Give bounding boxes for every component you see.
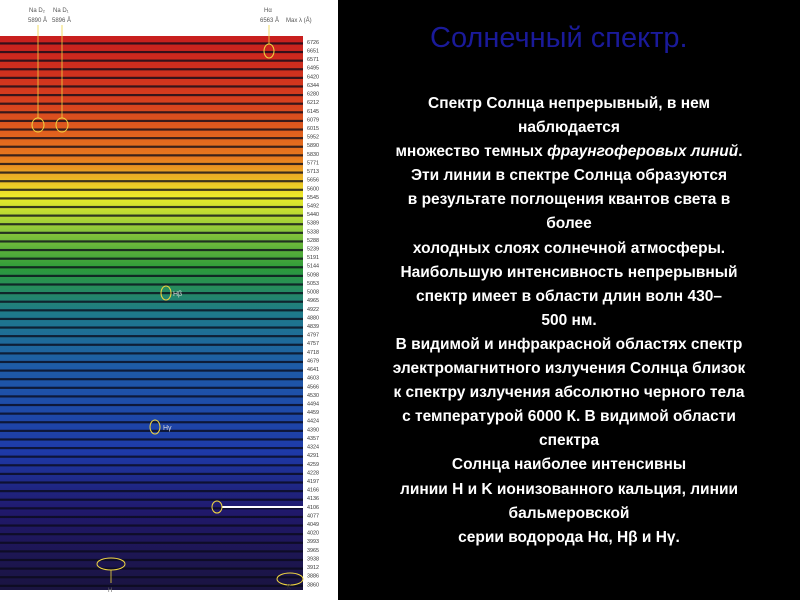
wavelength-tick-label: 4291 xyxy=(307,453,319,460)
absorption-line xyxy=(0,335,303,337)
wavelength-tick-label: 4166 xyxy=(307,487,319,494)
body-line-8: Наибольшую интенсивность непрерывный xyxy=(400,263,738,281)
wavelength-tick-label: 5053 xyxy=(307,280,319,287)
absorption-line xyxy=(0,473,303,475)
wavelength-tick-label: 5890 xyxy=(307,143,319,150)
wavelength-tick-label: 3860 xyxy=(307,582,319,589)
wavelength-tick-label: 5830 xyxy=(307,151,319,158)
wavelength-tick-label: 4718 xyxy=(307,349,319,356)
body-line-19: серии водорода Hα, Hβ и Hγ. xyxy=(458,528,680,546)
absorption-line xyxy=(0,369,303,371)
wavelength-tick-label: 4603 xyxy=(307,375,319,382)
absorption-line xyxy=(0,128,303,130)
max-wavelength-label: Max λ (Å) xyxy=(286,18,312,24)
absorption-line xyxy=(0,447,303,449)
absorption-line xyxy=(0,524,303,526)
absorption-line xyxy=(0,146,303,148)
wavelength-tick-label: 6571 xyxy=(307,57,319,64)
absorption-line xyxy=(0,154,303,156)
na-d2-label: Na D₂ xyxy=(29,8,45,14)
wavelength-tick-label: 5656 xyxy=(307,177,319,184)
absorption-line xyxy=(0,395,303,397)
wavelength-tick-label: 4880 xyxy=(307,315,319,322)
wavelength-tick-label: 4757 xyxy=(307,341,319,348)
absorption-line xyxy=(0,85,303,87)
absorption-line xyxy=(0,490,303,492)
wavelength-tick-label: 5600 xyxy=(307,186,319,193)
body-line-16: Солнца наиболее интенсивны xyxy=(451,456,687,474)
wavelength-tick-label: 6079 xyxy=(307,117,319,124)
fraunhofer-lines-term: фраунгоферовых линий xyxy=(547,143,739,161)
absorption-line xyxy=(0,120,303,122)
absorption-line xyxy=(0,283,303,285)
spectrum-figure xyxy=(0,0,338,600)
wavelength-tick-label: 4077 xyxy=(307,513,319,520)
wavelength-tick-label: 5440 xyxy=(307,212,319,219)
absorption-line xyxy=(0,249,303,251)
wavelength-tick-label: 4839 xyxy=(307,324,319,330)
absorption-line xyxy=(0,103,303,105)
wavelength-labels xyxy=(307,40,319,588)
wavelength-tick-label: 4390 xyxy=(307,427,319,434)
wavelength-tick-label: 6015 xyxy=(307,125,319,132)
absorption-line xyxy=(0,232,303,234)
wavelength-tick-label: 4049 xyxy=(307,522,319,529)
absorption-line xyxy=(0,516,303,518)
wavelength-tick-label: 6280 xyxy=(307,91,319,98)
wavelength-tick-label: 6344 xyxy=(307,82,319,89)
wavelength-tick-label: 3993 xyxy=(307,539,319,546)
absorption-line xyxy=(0,189,303,191)
wavelength-tick-label: 5288 xyxy=(307,237,319,244)
absorption-line xyxy=(0,542,303,544)
h-beta-label: Hβ xyxy=(173,291,183,298)
absorption-line xyxy=(0,559,303,561)
wavelength-tick-label: 5239 xyxy=(307,246,319,253)
body-line-3 xyxy=(338,140,800,164)
absorption-line xyxy=(0,464,303,466)
body-line-1: Спектр Солнца непрерывный, в нем xyxy=(428,95,710,112)
absorption-line xyxy=(0,387,303,389)
body-line-2: наблюдается xyxy=(518,119,620,137)
body-line-17: линии H и K ионизованного кальция, линии xyxy=(399,480,739,498)
absorption-line xyxy=(0,344,303,346)
absorption-line xyxy=(0,163,303,165)
k-line-label: K xyxy=(287,585,292,591)
body-line-3-start: множество темных xyxy=(395,143,548,161)
wavelength-tick-label: 5191 xyxy=(307,255,319,262)
h-line-label: H xyxy=(108,588,113,594)
wavelength-tick-label: 3965 xyxy=(307,547,319,554)
body-line-7: холодных слоях солнечной атмосферы. xyxy=(412,239,726,257)
body-line-13: к спектру излучения абсолютно черного тела xyxy=(393,384,745,402)
wavelength-tick-label: 3886 xyxy=(307,573,319,580)
body-line-9: спектр имеет в области длин волн 430– xyxy=(416,287,722,305)
absorption-line xyxy=(0,438,303,440)
absorption-line xyxy=(0,404,303,406)
wavelength-tick-label: 4106 xyxy=(307,504,319,511)
h-alpha-wavelength: 6563 Å xyxy=(260,18,280,24)
wavelength-tick-label: 5008 xyxy=(307,289,319,296)
absorption-line xyxy=(0,180,303,182)
wavelength-tick-label: 4020 xyxy=(307,530,319,537)
wavelength-tick-label: 4641 xyxy=(307,367,319,374)
absorption-line xyxy=(0,171,303,173)
solar-spectrum-panel xyxy=(0,0,338,600)
absorption-line xyxy=(0,51,303,53)
wavelength-tick-label: 4228 xyxy=(307,470,319,477)
text-panel xyxy=(338,0,800,600)
wavelength-tick-label: 4679 xyxy=(307,358,319,365)
body-line-18: бальмеровской xyxy=(508,504,630,522)
wavelength-tick-label: 4566 xyxy=(307,384,319,391)
wavelength-tick-label: 3938 xyxy=(307,556,319,563)
wavelength-tick-label: 5771 xyxy=(307,160,319,167)
absorption-line xyxy=(0,240,303,242)
absorption-line xyxy=(0,42,303,44)
wavelength-tick-label: 5098 xyxy=(307,272,319,279)
absorption-line xyxy=(0,111,303,113)
wavelength-tick-label: 4324 xyxy=(307,444,319,451)
absorption-line xyxy=(0,266,303,268)
absorption-line xyxy=(0,318,303,320)
body-line-4: Эти линии в спектре Солнца образуются xyxy=(410,167,728,185)
na-d1-label: Na D₁ xyxy=(53,8,69,14)
wavelength-tick-label: 4494 xyxy=(307,401,319,408)
absorption-line xyxy=(0,68,303,70)
absorption-line xyxy=(0,60,303,62)
body-line-12: электромагнитного излучения Солнца близок xyxy=(392,360,746,378)
body-line-6: более xyxy=(546,215,592,233)
body-line-5: в результате поглощения квантов света в xyxy=(407,191,731,209)
body-line-10: 500 нм. xyxy=(541,311,597,329)
wavelength-tick-label: 6212 xyxy=(307,100,319,107)
body-line-14: с температурой 6000 К. В видимой области xyxy=(402,408,736,426)
absorption-line xyxy=(0,137,303,139)
wavelength-tick-label: 6495 xyxy=(307,65,319,72)
slide-body-text xyxy=(338,92,800,550)
wavelength-tick-label: 4965 xyxy=(307,298,319,305)
absorption-line xyxy=(0,568,303,570)
absorption-line xyxy=(0,533,303,535)
absorption-line xyxy=(0,301,303,303)
wavelength-tick-label: 4459 xyxy=(307,410,319,417)
absorption-line xyxy=(0,258,303,260)
absorption-line xyxy=(0,275,303,277)
absorption-line xyxy=(0,94,303,96)
wavelength-tick-label: 6420 xyxy=(307,74,319,81)
wavelength-tick-label: 6651 xyxy=(307,48,319,55)
wavelength-tick-label: 5952 xyxy=(307,134,319,141)
wavelength-tick-label: 4357 xyxy=(307,435,319,442)
body-line-3-end: . xyxy=(738,143,743,161)
absorption-line xyxy=(0,352,303,354)
slide-title: Солнечный спектр. xyxy=(430,22,688,54)
na-d1-wavelength: 5896 Å xyxy=(52,18,72,24)
wavelength-tick-label: 5338 xyxy=(307,229,319,236)
wavelength-tick-label: 5144 xyxy=(307,263,319,270)
absorption-line xyxy=(0,585,303,587)
absorption-line xyxy=(0,292,303,294)
absorption-line xyxy=(0,309,303,311)
absorption-line xyxy=(0,481,303,483)
absorption-line xyxy=(0,413,303,415)
wavelength-tick-label: 5545 xyxy=(307,194,319,201)
wavelength-tick-label: 4530 xyxy=(307,392,319,399)
absorption-line xyxy=(0,223,303,225)
absorption-line xyxy=(0,197,303,199)
wavelength-tick-label: 4136 xyxy=(307,496,319,503)
wavelength-tick-label: 4797 xyxy=(307,332,319,339)
absorption-line xyxy=(0,550,303,552)
h-alpha-label: Hα xyxy=(264,8,272,14)
wavelength-tick-label: 5713 xyxy=(307,169,319,176)
absorption-line xyxy=(0,326,303,328)
h-gamma-label: Hγ xyxy=(163,425,172,432)
absorption-line xyxy=(0,499,303,501)
na-d2-wavelength: 5890 Å xyxy=(28,18,48,24)
wavelength-tick-label: 5389 xyxy=(307,220,319,227)
absorption-line xyxy=(0,576,303,578)
wavelength-tick-label: 6145 xyxy=(307,108,319,115)
absorption-line xyxy=(0,378,303,380)
absorption-line xyxy=(0,206,303,208)
body-line-15: спектра xyxy=(538,432,600,450)
wavelength-tick-label: 6726 xyxy=(307,39,319,46)
wavelength-tick-label: 4424 xyxy=(307,418,319,425)
wavelength-tick-label: 5492 xyxy=(307,203,319,210)
absorption-line xyxy=(0,456,303,458)
wavelength-tick-label: 4922 xyxy=(307,306,319,313)
absorption-line xyxy=(0,361,303,363)
body-line-11: В видимой и инфракрасной областях спектр xyxy=(395,335,743,353)
wavelength-tick-label: 4259 xyxy=(307,461,319,468)
wavelength-tick-label: 3912 xyxy=(307,565,319,572)
absorption-line xyxy=(0,77,303,79)
wavelength-tick-label: 4197 xyxy=(307,478,319,485)
absorption-line xyxy=(0,215,303,217)
